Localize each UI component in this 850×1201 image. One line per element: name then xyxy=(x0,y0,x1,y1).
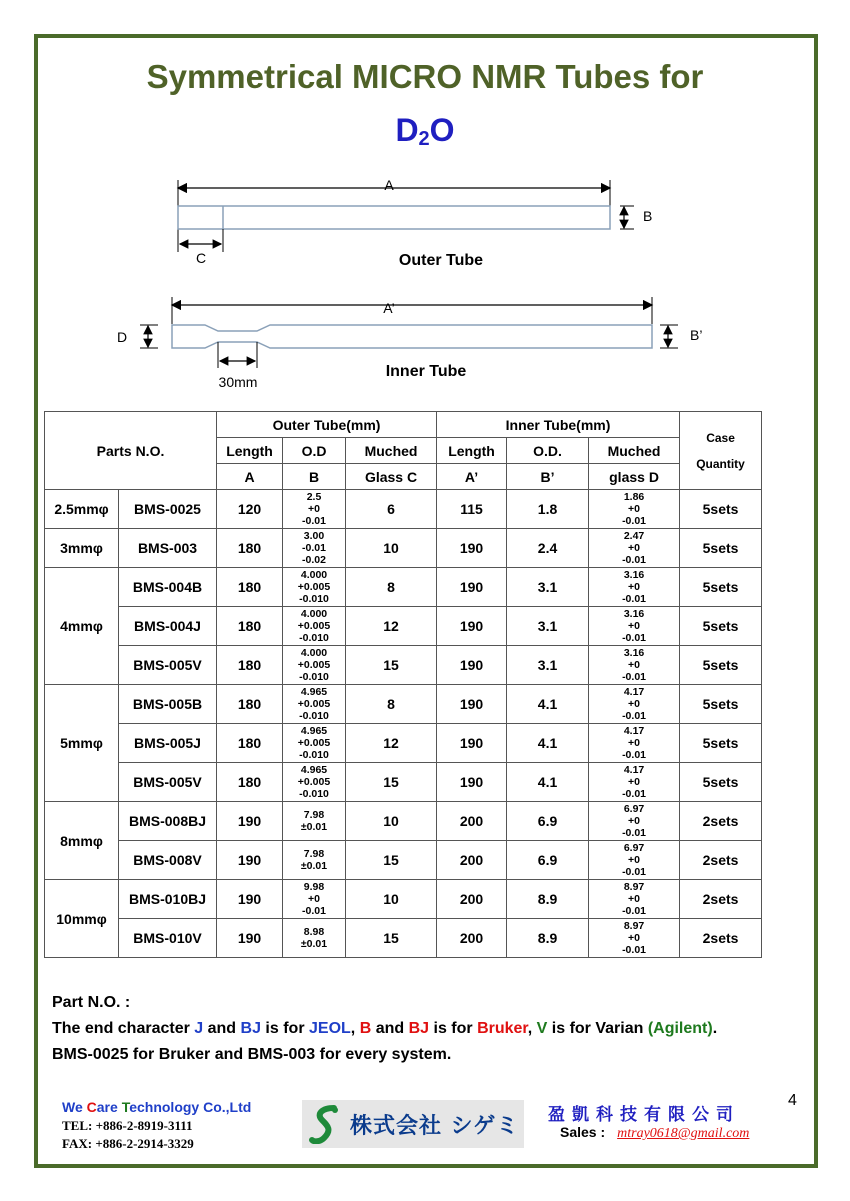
inner-od-cell: 3.1 xyxy=(507,607,589,646)
logo-text: 株式会社 シゲミ xyxy=(350,1113,520,1139)
muched-glass-c-cell: 15 xyxy=(346,919,437,958)
inner-label-b: B’ xyxy=(690,327,703,343)
muched-glass-d-cell-line: +0 xyxy=(628,893,641,905)
part-number-cell: BMS-005V xyxy=(119,763,217,802)
spec-table xyxy=(44,411,762,958)
title-o: O xyxy=(429,112,455,148)
muched-glass-c-cell: 8 xyxy=(346,685,437,724)
part-number-cell: BMS-005V xyxy=(119,646,217,685)
inner-length-cell: 200 xyxy=(437,802,507,841)
muched-glass-d-cell-line: 6.97 xyxy=(623,842,645,854)
company-tel: TEL: +886-2-8919-3111 xyxy=(62,1118,193,1133)
notes-bj-bruker: BJ xyxy=(408,1020,430,1037)
outer-od-cell xyxy=(283,880,346,919)
muched-glass-d-cell xyxy=(589,919,680,958)
outer-length-cell: 120 xyxy=(217,490,283,529)
muched-glass-c-cell: 15 xyxy=(346,841,437,880)
muched-glass-c-cell: 12 xyxy=(346,724,437,763)
header-b-prime: B’ xyxy=(507,464,589,490)
outer-label-a: A xyxy=(384,177,394,193)
notes-text: The end character xyxy=(52,1020,195,1037)
muched-glass-d-cell-line: +0 xyxy=(628,503,641,515)
outer-od-cell-line: +0.005 xyxy=(297,659,331,671)
header-od-inner: O.D. xyxy=(507,438,589,464)
shigemi-mark-icon xyxy=(308,1104,344,1144)
muched-glass-d-cell xyxy=(589,880,680,919)
inner-od-cell: 6.9 xyxy=(507,802,589,841)
muched-glass-c-cell: 10 xyxy=(346,529,437,568)
sales-contact xyxy=(560,1124,749,1142)
table-row xyxy=(45,646,762,685)
outer-length-cell: 190 xyxy=(217,802,283,841)
muched-glass-c-cell: 8 xyxy=(346,568,437,607)
muched-glass-d-cell-line: +0 xyxy=(628,542,641,554)
muched-glass-d-cell-line: 8.97 xyxy=(623,920,645,932)
outer-od-cell xyxy=(283,802,346,841)
company-name-part: C xyxy=(86,1099,97,1115)
page-number: 4 xyxy=(788,1092,797,1109)
muched-glass-d-cell-line: -0.01 xyxy=(622,749,646,761)
muched-glass-d-cell-line: 4.17 xyxy=(623,764,645,776)
part-number-cell: BMS-008BJ xyxy=(119,802,217,841)
muched-glass-c-cell: 15 xyxy=(346,646,437,685)
outer-od-cell-line: 7.98 xyxy=(303,809,325,821)
muched-glass-c-cell: 6 xyxy=(346,490,437,529)
muched-glass-d-cell-line: 8.97 xyxy=(623,881,645,893)
outer-od-cell-line: 3.00 xyxy=(303,530,325,542)
inner-length-cell: 190 xyxy=(437,529,507,568)
outer-od-cell-line: +0.005 xyxy=(297,620,331,632)
table-row xyxy=(45,490,762,529)
muched-glass-d-cell xyxy=(589,607,680,646)
part-number-cell: BMS-003 xyxy=(119,529,217,568)
outer-length-cell: 180 xyxy=(217,685,283,724)
header-b: B xyxy=(283,464,346,490)
notes-j: J xyxy=(194,1020,204,1037)
muched-glass-d-cell xyxy=(589,568,680,607)
inner-od-cell: 4.1 xyxy=(507,685,589,724)
size-cell: 8mmφ xyxy=(45,802,119,880)
case-quantity-cell: 5sets xyxy=(680,607,762,646)
company-name xyxy=(62,1099,251,1115)
part-number-cell: BMS-008V xyxy=(119,841,217,880)
outer-od-cell xyxy=(283,490,346,529)
notes-line-3: BMS-0025 for Bruker and BMS-003 for every system. xyxy=(52,1046,452,1063)
inner-label-d: D xyxy=(117,329,128,345)
case-quantity-cell: 5sets xyxy=(680,490,762,529)
notes-text: is for xyxy=(260,1020,309,1037)
size-cell: 3mmφ xyxy=(45,529,119,568)
muched-glass-d-cell-line: +0 xyxy=(628,815,641,827)
outer-od-cell-line: 4.965 xyxy=(300,686,328,698)
muched-glass-d-cell-line: -0.01 xyxy=(622,671,646,683)
header-od: O.D xyxy=(283,438,346,464)
muched-glass-d-cell xyxy=(589,802,680,841)
outer-length-cell: 190 xyxy=(217,880,283,919)
outer-od-cell-line: ±0.01 xyxy=(300,860,328,872)
table-row xyxy=(45,607,762,646)
part-number-cell: BMS-004J xyxy=(119,607,217,646)
outer-od-cell-line: -0.010 xyxy=(299,710,329,722)
inner-od-cell: 6.9 xyxy=(507,841,589,880)
outer-od-cell-line: -0.01 xyxy=(302,542,326,554)
table-row xyxy=(45,568,762,607)
inner-length-cell: 190 xyxy=(437,607,507,646)
header-parts: Parts N.O. xyxy=(45,412,217,490)
muched-glass-d-cell-line: +0 xyxy=(628,659,641,671)
size-cell: 4mmφ xyxy=(45,568,119,685)
table-row xyxy=(45,763,762,802)
inner-tube-body xyxy=(172,325,652,348)
company-name-part: T xyxy=(121,1099,130,1115)
company-name-part: We xyxy=(62,1099,87,1115)
inner-length-cell: 190 xyxy=(437,763,507,802)
case-quantity-cell: 5sets xyxy=(680,724,762,763)
outer-tube-drawing xyxy=(178,177,652,269)
notes-text: and xyxy=(203,1020,241,1037)
part-number-cell: BMS-010V xyxy=(119,919,217,958)
outer-od-cell xyxy=(283,529,346,568)
muched-glass-d-cell-line: +0 xyxy=(628,854,641,866)
case-quantity-cell: 5sets xyxy=(680,529,762,568)
muched-glass-d-cell xyxy=(589,724,680,763)
case-quantity-cell: 5sets xyxy=(680,568,762,607)
muched-glass-d-cell-line: 3.16 xyxy=(623,569,645,581)
muched-glass-d-cell xyxy=(589,685,680,724)
muched-glass-d-cell xyxy=(589,490,680,529)
notes-jeol: JEOL xyxy=(309,1020,351,1037)
muched-glass-d-cell-line: -0.01 xyxy=(622,710,646,722)
case-quantity-cell: 2sets xyxy=(680,841,762,880)
muched-glass-c-cell: 12 xyxy=(346,607,437,646)
inner-label-30mm: 30mm xyxy=(218,374,258,390)
table-row xyxy=(45,802,762,841)
muched-glass-d-cell-line: +0 xyxy=(628,776,641,788)
outer-od-cell-line: +0.005 xyxy=(297,698,331,710)
outer-od-cell-line: +0 xyxy=(308,503,320,515)
part-number-cell: BMS-010BJ xyxy=(119,880,217,919)
outer-od-cell xyxy=(283,646,346,685)
page-title: Symmetrical MICRO NMR Tubes for xyxy=(146,58,704,95)
outer-od-cell xyxy=(283,841,346,880)
outer-label-b: B xyxy=(643,208,653,224)
inner-length-cell: 190 xyxy=(437,646,507,685)
outer-length-cell: 180 xyxy=(217,763,283,802)
tube-diagram xyxy=(0,0,850,400)
muched-glass-d-cell-line: 2.47 xyxy=(623,530,645,542)
header-quantity: Quantity xyxy=(696,456,745,471)
sales-email-link[interactable]: mtray0618@gmail.com xyxy=(617,1126,750,1141)
table-row xyxy=(45,529,762,568)
outer-od-cell xyxy=(283,568,346,607)
inner-od-cell: 3.1 xyxy=(507,568,589,607)
notes-agilent: (Agilent) xyxy=(647,1020,713,1037)
header-a: A xyxy=(217,464,283,490)
muched-glass-d-cell-line: 3.16 xyxy=(623,647,645,659)
notes-text: is for xyxy=(429,1020,478,1037)
sales-label: Sales : xyxy=(560,1124,606,1140)
muched-glass-d-cell xyxy=(589,529,680,568)
header-case-quantity xyxy=(680,412,762,490)
chinese-company-name: 盈凱科技有限公司 xyxy=(548,1105,740,1125)
case-quantity-cell: 5sets xyxy=(680,685,762,724)
part-number-cell: BMS-004B xyxy=(119,568,217,607)
outer-od-cell-line: +0.005 xyxy=(297,737,331,749)
notes-line-2 xyxy=(52,1016,717,1042)
inner-tube-drawing xyxy=(117,297,702,390)
muched-glass-c-cell: 10 xyxy=(346,802,437,841)
table-row xyxy=(45,919,762,958)
outer-od-cell-line: +0.005 xyxy=(297,581,331,593)
notes-text: , xyxy=(527,1020,537,1037)
table-row xyxy=(45,880,762,919)
muched-glass-d-cell-line: 4.17 xyxy=(623,686,645,698)
company-fax: FAX: +886-2-2914-3329 xyxy=(62,1136,194,1151)
case-quantity-cell: 2sets xyxy=(680,880,762,919)
muched-glass-d-cell-line: -0.01 xyxy=(622,944,646,956)
muched-glass-d-cell-line: -0.01 xyxy=(622,593,646,605)
inner-tube-caption: Inner Tube xyxy=(385,363,467,380)
muched-glass-d-cell-line: -0.01 xyxy=(622,827,646,839)
size-cell: 10mmφ xyxy=(45,880,119,958)
header-length: Length xyxy=(217,438,283,464)
outer-od-cell-line: 4.000 xyxy=(300,569,328,581)
outer-od-cell-line: -0.01 xyxy=(302,515,326,527)
outer-od-cell-line: -0.01 xyxy=(302,905,326,917)
inner-length-cell: 190 xyxy=(437,568,507,607)
outer-length-cell: 180 xyxy=(217,724,283,763)
outer-od-cell xyxy=(283,763,346,802)
case-quantity-cell: 5sets xyxy=(680,763,762,802)
notes-bruker: Bruker xyxy=(477,1020,528,1037)
inner-od-cell: 8.9 xyxy=(507,880,589,919)
notes-bj: BJ xyxy=(240,1020,261,1037)
outer-od-cell-line: -0.010 xyxy=(299,671,329,683)
muched-glass-d-cell-line: +0 xyxy=(628,698,641,710)
case-quantity-cell: 2sets xyxy=(680,919,762,958)
muched-glass-d-cell-line: -0.01 xyxy=(622,905,646,917)
muched-glass-d-cell xyxy=(589,841,680,880)
outer-od-cell-line: -0.010 xyxy=(299,632,329,644)
inner-od-cell: 3.1 xyxy=(507,646,589,685)
notes-text: is for Varian xyxy=(547,1020,648,1037)
case-quantity-cell: 2sets xyxy=(680,802,762,841)
muched-glass-d-cell-line: +0 xyxy=(628,620,641,632)
muched-glass-d-cell xyxy=(589,646,680,685)
muched-glass-d-cell-line: +0 xyxy=(628,737,641,749)
size-cell: 5mmφ xyxy=(45,685,119,802)
table-row xyxy=(45,724,762,763)
notes-text: . xyxy=(712,1020,718,1037)
muched-glass-d-cell-line: +0 xyxy=(628,932,641,944)
inner-length-cell: 190 xyxy=(437,685,507,724)
inner-od-cell: 4.1 xyxy=(507,763,589,802)
header-glass-d: glass D xyxy=(589,464,680,490)
outer-od-cell xyxy=(283,724,346,763)
company-name-part: echnology Co.,Ltd xyxy=(129,1099,252,1115)
table-row xyxy=(45,685,762,724)
muched-glass-d-cell-line: -0.01 xyxy=(622,515,646,527)
header-case: Case xyxy=(706,430,735,445)
notes-b: B xyxy=(359,1020,372,1037)
inner-od-cell: 8.9 xyxy=(507,919,589,958)
part-number-cell: BMS-005B xyxy=(119,685,217,724)
outer-length-cell: 190 xyxy=(217,919,283,958)
outer-od-cell-line: -0.010 xyxy=(299,788,329,800)
outer-od-cell xyxy=(283,685,346,724)
inner-length-cell: 115 xyxy=(437,490,507,529)
outer-od-cell-line: 7.98 xyxy=(303,848,325,860)
part-number-notes xyxy=(52,990,717,1068)
muched-glass-d-cell-line: 3.16 xyxy=(623,608,645,620)
muched-glass-d-cell-line: +0 xyxy=(628,581,641,593)
company-name-part: are xyxy=(96,1099,122,1115)
inner-label-a: A’ xyxy=(383,300,395,316)
outer-length-cell: 180 xyxy=(217,646,283,685)
header-length-inner: Length xyxy=(437,438,507,464)
outer-od-cell-line: 9.98 xyxy=(303,881,325,893)
muched-glass-d-cell-line: 1.86 xyxy=(623,491,645,503)
table-row xyxy=(45,841,762,880)
outer-tube-body xyxy=(178,206,610,229)
outer-od-cell-line: 4.965 xyxy=(300,725,328,737)
notes-heading: Part N.O. : xyxy=(52,994,131,1011)
outer-od-cell-line: 8.98 xyxy=(303,926,325,938)
outer-label-c: C xyxy=(195,250,207,266)
outer-od-cell-line: -0.02 xyxy=(302,554,326,566)
outer-od-cell-line: 4.000 xyxy=(300,647,328,659)
size-cell: 2.5mmφ xyxy=(45,490,119,529)
muched-glass-d-cell-line: -0.01 xyxy=(622,788,646,800)
case-quantity-cell: 5sets xyxy=(680,646,762,685)
inner-od-cell: 1.8 xyxy=(507,490,589,529)
muched-glass-d-cell-line: -0.01 xyxy=(622,554,646,566)
outer-od-cell xyxy=(283,607,346,646)
outer-od-cell xyxy=(283,919,346,958)
outer-od-cell-line: 2.5 xyxy=(306,491,322,503)
header-a-prime: A’ xyxy=(437,464,507,490)
inner-od-cell: 4.1 xyxy=(507,724,589,763)
outer-od-cell-line: -0.010 xyxy=(299,593,329,605)
outer-od-cell-line: 4.000 xyxy=(300,608,328,620)
outer-length-cell: 180 xyxy=(217,607,283,646)
muched-glass-c-cell: 10 xyxy=(346,880,437,919)
outer-od-cell-line: ±0.01 xyxy=(300,938,328,950)
inner-length-cell: 200 xyxy=(437,880,507,919)
inner-length-cell: 200 xyxy=(437,841,507,880)
outer-length-cell: 180 xyxy=(217,568,283,607)
header-outer-tube: Outer Tube(mm) xyxy=(217,412,437,438)
title-d: D xyxy=(395,112,419,148)
shigemi-logo xyxy=(302,1100,524,1148)
muched-glass-d-cell-line: -0.01 xyxy=(622,632,646,644)
muched-glass-d-cell-line: 4.17 xyxy=(623,725,645,737)
outer-od-cell-line: +0 xyxy=(308,893,320,905)
spec-table-body xyxy=(45,490,762,958)
muched-glass-d-cell-line: 6.97 xyxy=(623,803,645,815)
company-info xyxy=(62,1099,251,1153)
outer-od-cell-line: +0.005 xyxy=(297,776,331,788)
outer-length-cell: 190 xyxy=(217,841,283,880)
inner-length-cell: 200 xyxy=(437,919,507,958)
outer-od-cell-line: 4.965 xyxy=(300,764,328,776)
part-number-cell: BMS-0025 xyxy=(119,490,217,529)
part-number-cell: BMS-005J xyxy=(119,724,217,763)
notes-text: , xyxy=(350,1020,360,1037)
muched-glass-d-cell-line: -0.01 xyxy=(622,866,646,878)
title-subscript: 2 xyxy=(418,128,430,150)
outer-od-cell-line: ±0.01 xyxy=(300,821,328,833)
header-glass-c: Glass C xyxy=(346,464,437,490)
outer-tube-caption: Outer Tube xyxy=(398,252,484,269)
outer-od-cell-line: -0.010 xyxy=(299,749,329,761)
header-muched-inner: Muched xyxy=(589,438,680,464)
notes-v: V xyxy=(536,1020,548,1037)
header-muched: Muched xyxy=(346,438,437,464)
inner-length-cell: 190 xyxy=(437,724,507,763)
inner-od-cell: 2.4 xyxy=(507,529,589,568)
muched-glass-c-cell: 15 xyxy=(346,763,437,802)
outer-length-cell: 180 xyxy=(217,529,283,568)
muched-glass-d-cell xyxy=(589,763,680,802)
notes-text: and xyxy=(371,1020,409,1037)
header-inner-tube: Inner Tube(mm) xyxy=(437,412,680,438)
